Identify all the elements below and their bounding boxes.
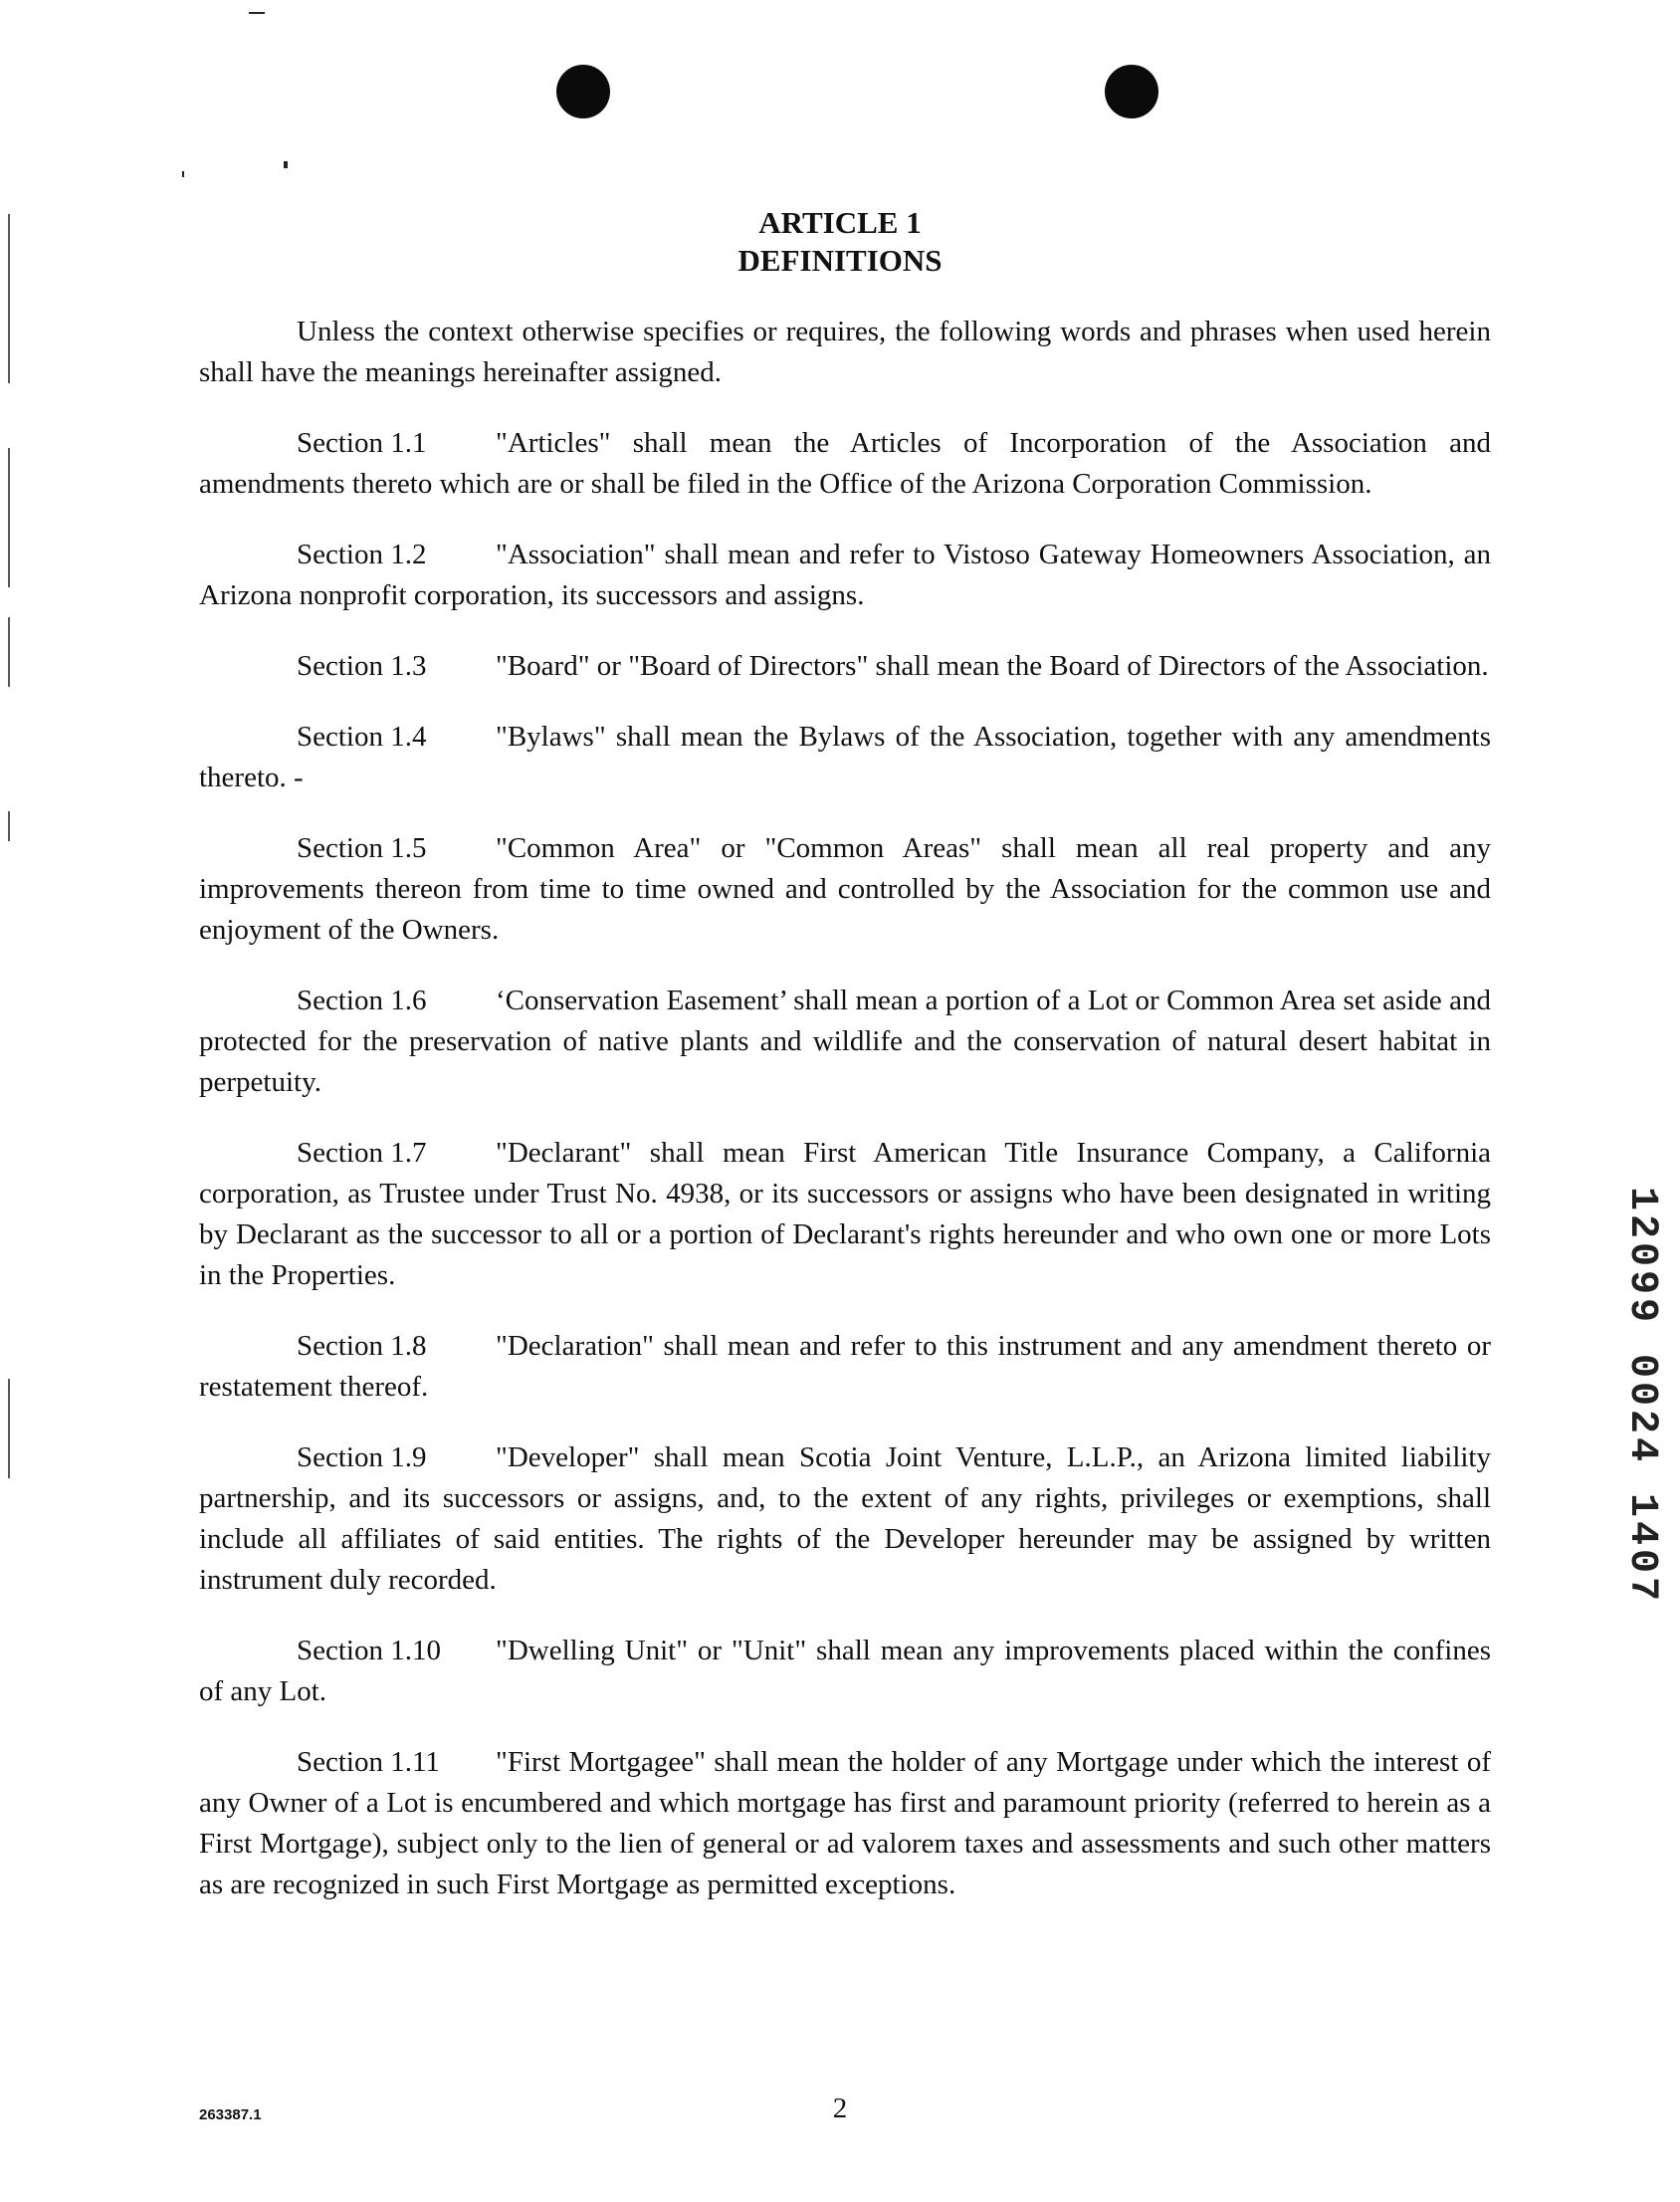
- article-title: DEFINITIONS: [737, 243, 943, 278]
- scan-speck: [249, 12, 265, 14]
- recording-number-stamp: 12099 0024 1407: [1619, 1187, 1664, 1606]
- section-number: Section 1.1: [297, 427, 427, 459]
- section-number: Section 1.2: [297, 539, 427, 570]
- article-number: ARTICLE 1: [758, 205, 922, 240]
- scan-edge-mark: [8, 448, 10, 587]
- section-1-6: [199, 981, 1491, 1103]
- scan-speck: [182, 171, 184, 177]
- section-number: Section 1.3: [297, 650, 427, 682]
- page-number: 2: [832, 2092, 848, 2124]
- section-1-11: [199, 1742, 1491, 1905]
- section-1-7: [199, 1133, 1491, 1296]
- section-text: "Board" or "Board of Directors" shall mean the Board of Directors of the Association.: [496, 650, 1489, 682]
- definitions-body: [199, 312, 1491, 1905]
- section-text: "Declaration" shall mean and refer to this instrument and any amendment thereto or restatement thereof.: [199, 1330, 1491, 1403]
- section-text: "Common Area" or "Common Areas" shall mean all real property and any improvements thereon from time to time owned and controlled by the Association for the common use and enjoyment of the Owners.: [199, 832, 1491, 946]
- section-number: Section 1.10: [297, 1635, 441, 1666]
- section-1-8: [199, 1326, 1491, 1408]
- section-1-10: [199, 1631, 1491, 1712]
- article-heading: [0, 204, 1680, 280]
- section-text: "Dwelling Unit" or "Unit" shall mean any improvements placed within the confines of any Lot.: [199, 1635, 1491, 1707]
- section-text: "Developer" shall mean Scotia Joint Venture, L.L.P., an Arizona limited liability partnership, and its successors or assigns, and, to the extent of any rights, privileges or exemptions, shall include all affiliates of said entities. The rights of the Developer hereunder may be assigned by written instrument duly recorded.: [199, 1441, 1491, 1596]
- section-1-4: [199, 717, 1491, 798]
- section-1-3: [199, 646, 1491, 687]
- document-id: 263387.1: [199, 2106, 262, 2123]
- section-number: Section 1.8: [297, 1330, 427, 1362]
- section-text: "First Mortgagee" shall mean the holder of any Mortgage under which the interest of any Owner of a Lot is encumbered and which mortgage has first and paramount priority (referred to herein as a First Mortgage), subject only to the lien of general or ad valorem taxes and assessments and such other matters as are recognized in such First Mortgage as permitted exceptions.: [199, 1746, 1491, 1900]
- section-text: "Association" shall mean and refer to Vistoso Gateway Homeowners Association, an Arizona nonprofit corporation, its successors and assigns.: [199, 539, 1491, 611]
- binder-hole-left: [556, 65, 610, 118]
- binder-hole-right: [1105, 65, 1158, 118]
- section-number: Section 1.5: [297, 832, 427, 864]
- section-1-2: [199, 535, 1491, 616]
- section-text: "Articles" shall mean the Articles of Incorporation of the Association and amendments thereto which are or shall be filed in the Office of the Arizona Corporation Commission.: [199, 427, 1491, 500]
- section-number: Section 1.6: [297, 985, 427, 1016]
- scan-edge-mark: [8, 1379, 10, 1478]
- scan-speck: [284, 161, 288, 168]
- intro-paragraph: Unless the context otherwise specifies or requires, the following words and phrases when used herein shall have the meanings hereinafter assigned.: [199, 316, 1491, 388]
- section-number: Section 1.9: [297, 1441, 427, 1473]
- scan-edge-mark: [8, 811, 10, 841]
- section-text: "Bylaws" shall mean the Bylaws of the Association, together with any amendments thereto. -: [199, 721, 1491, 793]
- section-number: Section 1.11: [297, 1746, 440, 1778]
- section-number: Section 1.7: [297, 1137, 427, 1169]
- scan-edge-mark: [8, 617, 10, 687]
- section-1-9: [199, 1437, 1491, 1601]
- section-1-5: [199, 828, 1491, 951]
- section-number: Section 1.4: [297, 721, 427, 753]
- section-1-1: [199, 423, 1491, 505]
- section-text: ‘Conservation Easement’ shall mean a portion of a Lot or Common Area set aside and protected for the preservation of native plants and wildlife and the conservation of natural desert habitat in perpetuity.: [199, 985, 1491, 1098]
- section-text: "Declarant" shall mean First American Title Insurance Company, a California corporation, as Trustee under Trust No. 4938, or its successors or assigns who have been designated in writing by Declarant as the successor to all or a portion of Declarant's rights hereunder and who own one or more Lots in the Properties.: [199, 1137, 1491, 1291]
